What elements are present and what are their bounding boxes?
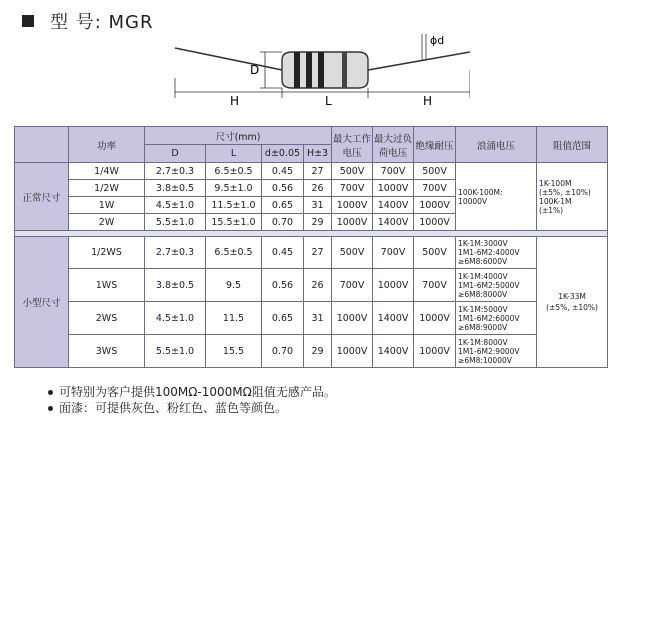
cell-vmax: 500V	[332, 237, 373, 269]
cell-vover: 1400V	[373, 214, 414, 231]
cell-vover: 1000V	[373, 269, 414, 302]
cell-h: 26	[304, 180, 332, 197]
l-label: L	[325, 94, 332, 108]
cell-lead-d: 0.56	[262, 180, 304, 197]
bullet-icon	[48, 406, 53, 411]
cell-lead-d: 0.70	[262, 214, 304, 231]
table-row	[15, 302, 608, 335]
cell-vover: 1400V	[373, 335, 414, 368]
cell-lead-d: 0.56	[262, 269, 304, 302]
header-surge: 浪涌电压	[456, 127, 537, 163]
cell-power: 1WS	[69, 269, 145, 302]
cell-l: 11.5±1.0	[206, 197, 262, 214]
category-small: 小型尺寸	[15, 237, 69, 368]
cell-vover: 1400V	[373, 197, 414, 214]
table-row	[15, 335, 608, 368]
cell-vmax: 1000V	[332, 302, 373, 335]
cell-vins: 1000V	[414, 197, 456, 214]
cell-l: 9.5	[206, 269, 262, 302]
list-item	[48, 400, 336, 416]
spec-table	[14, 126, 608, 368]
cell-h: 29	[304, 214, 332, 231]
cell-vmax: 1000V	[332, 197, 373, 214]
header-power: 功率	[69, 127, 145, 163]
cell-l: 9.5±1.0	[206, 180, 262, 197]
header-l: L	[206, 145, 262, 163]
cell-vmax: 700V	[332, 180, 373, 197]
cell-vover: 700V	[373, 163, 414, 180]
header-d: D	[145, 145, 206, 163]
h-right-label: H	[423, 94, 433, 108]
cell-h: 27	[304, 237, 332, 269]
color-band-2	[306, 52, 312, 88]
d-dimension-label: D	[250, 63, 260, 77]
cell-h: 27	[304, 163, 332, 180]
cell-vmax: 700V	[332, 269, 373, 302]
cell-vmax: 1000V	[332, 214, 373, 231]
cell-h: 31	[304, 197, 332, 214]
cell-vins: 700V	[414, 180, 456, 197]
cell-lead-d: 0.65	[262, 302, 304, 335]
list-item	[48, 384, 336, 400]
notes-list	[48, 384, 336, 416]
cell-vmax: 1000V	[332, 335, 373, 368]
header-h: H±3	[304, 145, 332, 163]
cell-vover: 1400V	[373, 302, 414, 335]
cell-l: 15.5±1.0	[206, 214, 262, 231]
cell-power: 2W	[69, 214, 145, 231]
table-row	[15, 163, 608, 180]
cell-l: 11.5	[206, 302, 262, 335]
cell-d: 5.5±1.0	[145, 335, 206, 368]
cell-l: 6.5±0.5	[206, 163, 262, 180]
cell-vins: 500V	[414, 163, 456, 180]
cell-vins: 500V	[414, 237, 456, 269]
cell-d: 3.8±0.5	[145, 180, 206, 197]
cell-power: 1W	[69, 197, 145, 214]
cell-d: 2.7±0.3	[145, 237, 206, 269]
normal-range-cell: 1K-100M (±5%, ±10%) 100K-1M (±1%)	[537, 163, 608, 231]
color-band-3	[318, 52, 324, 88]
table-row	[15, 237, 608, 269]
cell-d: 3.8±0.5	[145, 269, 206, 302]
model-label: 型 号: MGR	[50, 12, 154, 33]
cell-power: 1/4W	[69, 163, 145, 180]
left-lead	[175, 48, 282, 70]
cell-vmax: 500V	[332, 163, 373, 180]
cell-lead-d: 0.45	[262, 237, 304, 269]
cell-d: 2.7±0.3	[145, 163, 206, 180]
header-resistance-range: 阻值范围	[537, 127, 608, 163]
cell-surge: 1K-1M:5000V 1M1-6M2:6000V ≥6M8:9000V	[456, 302, 537, 335]
cell-vins: 1000V	[414, 335, 456, 368]
cell-power: 2WS	[69, 302, 145, 335]
cell-vins: 700V	[414, 269, 456, 302]
bullet-icon	[48, 390, 53, 395]
cell-lead-d: 0.45	[262, 163, 304, 180]
cell-power: 1/2W	[69, 180, 145, 197]
cell-l: 6.5±0.5	[206, 237, 262, 269]
cell-vover: 700V	[373, 237, 414, 269]
h-left-label: H	[230, 94, 240, 108]
square-bullet-icon	[22, 15, 34, 27]
page-title	[22, 8, 154, 34]
cell-power: 3WS	[69, 335, 145, 368]
cell-h: 26	[304, 269, 332, 302]
header-max-voltage: 最大工作 电压	[332, 127, 373, 163]
right-lead	[368, 52, 470, 70]
cell-d: 4.5±1.0	[145, 197, 206, 214]
cell-lead-d: 0.70	[262, 335, 304, 368]
cell-d: 5.5±1.0	[145, 214, 206, 231]
cell-h: 29	[304, 335, 332, 368]
note-text: 可特别为客户提供100MΩ-1000MΩ阻值无感产品。	[59, 385, 336, 399]
note-text: 面漆：可提供灰色、粉红色、蓝色等颜色。	[59, 401, 288, 415]
header-max-overload: 最大过负 荷电压	[373, 127, 414, 163]
cell-vins: 1000V	[414, 214, 456, 231]
corner-cell	[15, 127, 69, 163]
cell-power: 1/2WS	[69, 237, 145, 269]
phi-d-label: ϕd	[430, 34, 445, 47]
normal-surge-cell: 100K-100M: 10000V	[456, 163, 537, 231]
header-insulation: 绝缘耐压	[414, 127, 456, 163]
color-band-4	[342, 52, 347, 88]
category-normal: 正常尺寸	[15, 163, 69, 231]
cell-h: 31	[304, 302, 332, 335]
table-row	[15, 269, 608, 302]
cell-lead-d: 0.65	[262, 197, 304, 214]
header-size: 尺寸(mm)	[145, 127, 332, 145]
cell-surge: 1K-1M:3000V 1M1-6M2:4000V ≥6M8:6000V	[456, 237, 537, 269]
cell-surge: 1K-1M:4000V 1M1-6M2:5000V ≥6M8:8000V	[456, 269, 537, 302]
resistor-diagram	[170, 30, 470, 110]
cell-d: 4.5±1.0	[145, 302, 206, 335]
cell-vins: 1000V	[414, 302, 456, 335]
header-lead-d: d±0.05	[262, 145, 304, 163]
cell-vover: 1000V	[373, 180, 414, 197]
small-range-cell: 1K-33M (±5%, ±10%)	[537, 237, 608, 368]
cell-l: 15.5	[206, 335, 262, 368]
cell-surge: 1K-1M:8000V 1M1-6M2:9000V ≥6M8:10000V	[456, 335, 537, 368]
color-band-1	[294, 52, 300, 88]
